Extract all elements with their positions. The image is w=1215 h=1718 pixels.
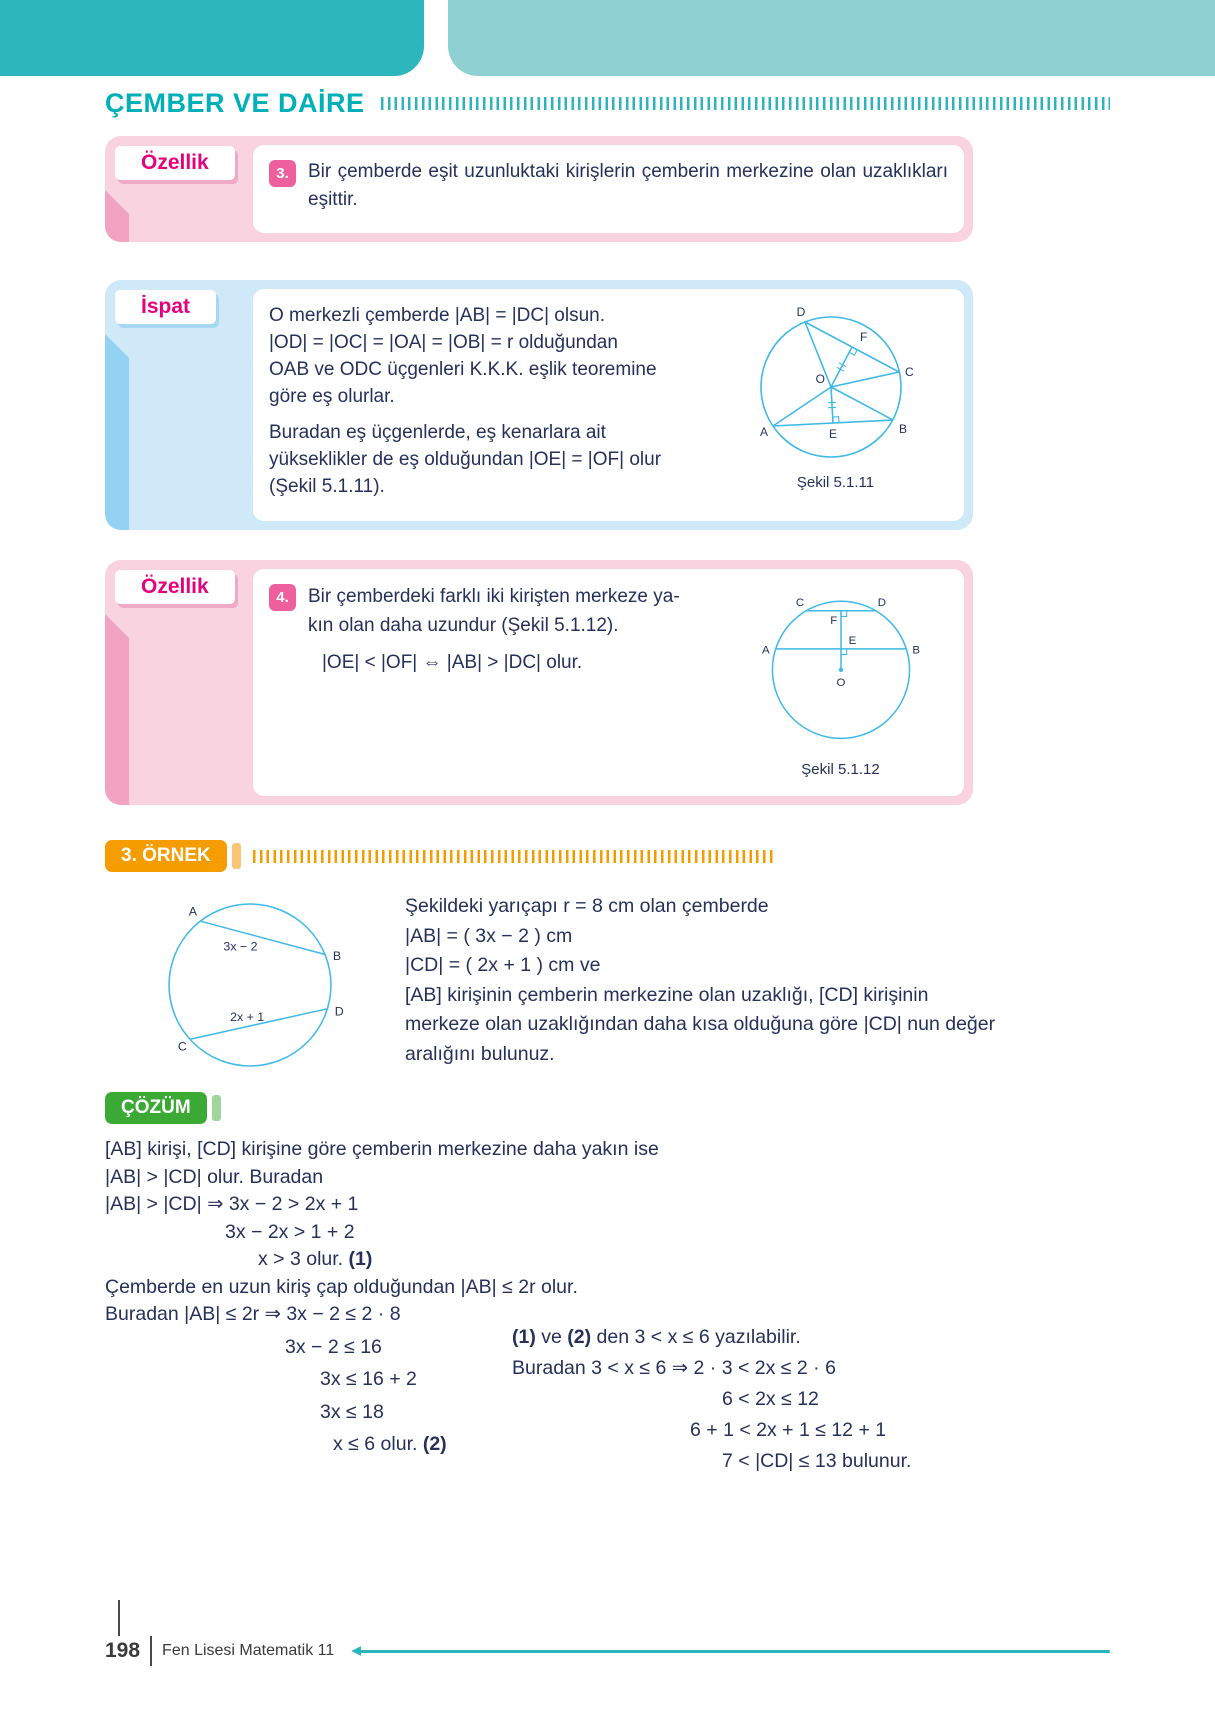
example-line: Şekildeki yarıçapı r = 8 cm olan çemberde (405, 895, 769, 917)
point-label-b: B (898, 422, 907, 436)
property-box-3 (105, 136, 973, 242)
right-angle-mark-e (841, 649, 847, 655)
solution-label: ÇÖZÜM (105, 1092, 207, 1124)
example-line: |CD| = ( 2x + 1 ) cm ve (405, 954, 601, 976)
book-title: Fen Lisesi Matematik 11 (162, 1642, 335, 1659)
solution-line: 3x − 2 ≤ 16 (285, 1335, 382, 1358)
proof-tab: İspat (115, 290, 216, 324)
example-header-row (105, 840, 776, 872)
point-label-a: A (761, 644, 770, 657)
property-4-line: Bir çemberdeki farklı iki kirişten merkeze ya- (308, 586, 680, 607)
solution-header-row (105, 1092, 221, 1124)
solution-block (105, 1136, 1125, 1472)
property-box-4 (105, 560, 973, 805)
proof-line: |OD| = |OC| = |OA| = |OB| = r olduğundan (269, 332, 618, 353)
figure-caption: Şekil 5.1.12 (801, 761, 880, 778)
solution-line: x > 3 olur. (1) (258, 1248, 373, 1270)
point-label-e: E (828, 427, 837, 441)
point-label-d: D (877, 596, 886, 609)
figure-caption: Şekil 5.1.11 (796, 474, 875, 491)
solution-line: Buradan |AB| ≤ 2r ⇒ 3x − 2 ≤ 2 · 8 (105, 1303, 401, 1325)
property-4-line: kın olan daha uzundur (Şekil 5.1.12). (308, 615, 619, 636)
property-4-text (308, 582, 721, 677)
proof-line: (Şekil 5.1.11). (269, 476, 385, 497)
page-number: 198 (105, 1639, 141, 1662)
example-line: |AB| = ( 3x − 2 ) cm (405, 924, 573, 947)
property-3-tab: Özellik (115, 146, 235, 180)
proof-line: yükseklikler de eş olduğundan |OE| = |OF| olur (269, 449, 662, 470)
point-label-o: O (815, 372, 825, 386)
point-label-a: A (188, 904, 197, 919)
solution-line: Buradan 3 < x ≤ 6 ⇒ 2 · 3 < 2x ≤ 2 · 6 (512, 1357, 836, 1379)
page-footer (105, 1636, 1110, 1666)
point-label-d: D (796, 305, 805, 319)
chord-cd-length-label: 2x + 1 (230, 1010, 265, 1025)
solution-line: [AB] kirişi, [CD] kirişine göre çemberin merkezine daha yakın ise (105, 1138, 659, 1160)
solution-line: 7 < |CD| ≤ 13 bulunur. (722, 1450, 912, 1472)
example-line: [AB] kirişinin çemberin merkezine olan uzaklığı, [CD] kirişinin (405, 983, 929, 1006)
property-4-content (253, 569, 964, 796)
solution-label-fold (212, 1095, 221, 1121)
property-4-formula: |OE| < |OF| ⇔ |AB| > |DC| olur. (322, 652, 583, 673)
solution-line: |AB| > |CD| ⇒ 3x − 2 > 2x + 1 (105, 1193, 359, 1215)
title-dotted-rule (381, 97, 1110, 110)
proof-line: OAB ve ODC üçgenleri K.K.K. eşlik teoremine (269, 359, 657, 380)
example-text (405, 892, 1117, 1069)
property-4-figure-column (733, 582, 948, 778)
example-circle-figure (150, 885, 350, 1085)
solution-line: 6 < 2x ≤ 12 (722, 1388, 819, 1410)
point-label-b: B (911, 644, 920, 657)
footer-tick-mark (118, 1600, 120, 1636)
chord-ab-length-label: 3x − 2 (223, 939, 258, 954)
top-banner (0, 0, 1215, 76)
solution-line: (1) ve (2) den 3 < x ≤ 6 yazılabilir. (512, 1326, 801, 1348)
point-label-d: D (334, 1004, 344, 1019)
point-label-f: F (859, 330, 867, 344)
chapter-title: ÇEMBER VE DAİRE (105, 88, 365, 118)
point-label-c: C (904, 365, 914, 379)
banner-left-block (0, 0, 424, 76)
property-4-tab: Özellik (115, 570, 235, 604)
point-label-a: A (759, 425, 768, 439)
solution-line: 6 + 1 < 2x + 1 ≤ 12 + 1 (690, 1419, 887, 1441)
banner-right-block (448, 0, 1215, 76)
example-dotted-rule (253, 850, 776, 863)
solution-line: x ≤ 6 olur. (2) (333, 1433, 447, 1455)
point-label-o: O (836, 676, 845, 689)
property-3-text: Bir çemberde eşit uzunluktaki kirişlerin çemberin merkezine olan uzaklıkları eşittir. (308, 161, 948, 210)
right-angle-mark-f (841, 611, 847, 617)
property-4-number-badge: 4. (269, 584, 296, 611)
chapter-title-row (105, 88, 1110, 119)
proof-line: O merkezli çemberde |AB| = |DC| olsun. (269, 305, 605, 326)
circle-figure-5-1-12 (741, 582, 941, 749)
solution-line: 3x ≤ 16 + 2 (320, 1368, 417, 1390)
circle-figure-5-1-11 (731, 302, 941, 472)
circle-outline (169, 904, 331, 1066)
example-label: 3. ÖRNEK (105, 840, 227, 872)
solution-line: Çemberde en uzun kiriş çap olduğundan |AB| ≤ 2r olur. (105, 1275, 578, 1298)
proof-content (253, 289, 964, 521)
example-line: merkeze olan uzaklığından daha kısa olduğuna göre |CD| nun değer (405, 1013, 996, 1035)
example-figure (150, 885, 350, 1085)
proof-figure-column (723, 302, 948, 491)
proof-text (269, 302, 711, 500)
point-label-e: E (848, 635, 856, 648)
property-3-content (253, 145, 964, 233)
point-label-c: C (177, 1039, 187, 1054)
point-label-c: C (795, 596, 804, 609)
footer-separator (150, 1636, 152, 1666)
point-label-f: F (829, 615, 837, 628)
solution-right-column (512, 1322, 972, 1477)
example-label-fold (232, 843, 241, 869)
solution-line: 3x − 2x > 1 + 2 (225, 1220, 355, 1243)
solution-line: |AB| > |CD| olur. Buradan (105, 1165, 324, 1188)
proof-line: göre eş olurlar. (269, 386, 395, 407)
example-line: aralığını bulunuz. (405, 1042, 555, 1065)
solution-line: 3x ≤ 18 (320, 1400, 384, 1423)
proof-box (105, 280, 973, 530)
center-dot (838, 668, 842, 672)
proof-line: Buradan eş üçgenlerde, eş kenarlara ait (269, 422, 606, 443)
point-label-b: B (332, 949, 342, 964)
footer-rule (360, 1650, 1110, 1653)
property-3-number-badge: 3. (269, 160, 296, 187)
